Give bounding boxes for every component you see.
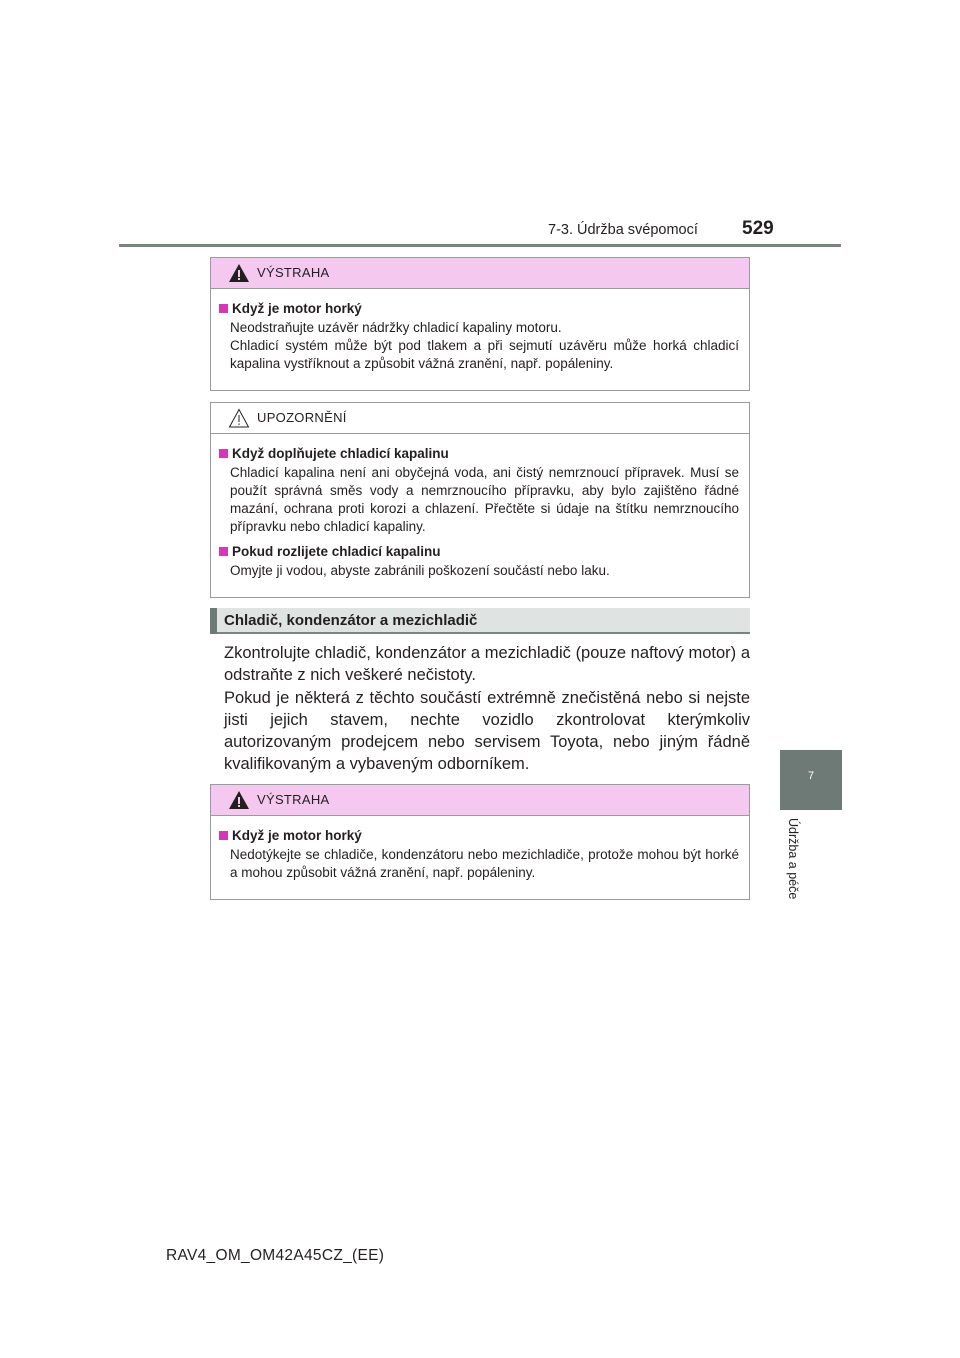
caution-box-header	[211, 403, 749, 434]
bullet-square-icon	[219, 304, 228, 313]
caution-box	[210, 402, 750, 598]
chapter-number: 7	[807, 770, 815, 782]
caution-item-heading: Pokud rozlijete chladicí kapalinu	[219, 544, 739, 559]
bullet-square-icon	[219, 547, 228, 556]
paragraph: Pokud je některá z těchto součástí extrémně znečistěná nebo si nejste jisti jejich stavem, nechte vozidlo zkontrolovat kterýmkoliv autorizovaným prodejcem nebo servisem Toyota, nebo jiným řádně kvalifikovaným a vybaveným odborníkem.	[224, 688, 750, 774]
warning-title: VÝSTRAHA	[257, 265, 330, 280]
header-rule	[119, 244, 841, 247]
section-body	[224, 642, 750, 776]
warning-box-header	[211, 258, 749, 289]
warning-triangle-icon	[228, 790, 250, 810]
section-heading: Chladič, kondenzátor a mezichladič	[224, 612, 478, 629]
caution-title: UPOZORNĚNÍ	[257, 410, 347, 425]
caution-item-text: Omyjte ji vodou, abyste zabránili poškození součástí nebo laku.	[230, 563, 610, 578]
caution-item-heading: Když doplňujete chladicí kapalinu	[219, 446, 739, 461]
warning-item-text: Neodstraňujte uzávěr nádržky chladicí kapaliny motoru. Chladicí systém může být pod tlakem a při sejmutí uzávěru může horká chladicí kapalina vystříknout a způsobit vážná zranění, např. popáleniny.	[230, 320, 739, 371]
warning-box	[210, 257, 750, 391]
section-heading-accent	[210, 608, 217, 634]
bullet-square-icon	[219, 831, 228, 840]
caution-item-text: Chladicí kapalina není ani obyčejná voda, ani čistý nemrznoucí přípravek. Musí se použít správná směs vody a nemrznoucího přípravku, aby bylo zajištěno řádné mazání, ochrana proti korozi a chlazení. Přečtěte si údaje na štítku nemrznoucího přípravku nebo chladicí kapaliny.	[230, 465, 739, 534]
warning-triangle-icon	[228, 263, 250, 283]
warning-box	[210, 784, 750, 900]
bullet-square-icon	[219, 449, 228, 458]
page-number: 529	[742, 218, 774, 239]
chapter-label: Údržba a péče	[786, 818, 800, 900]
warning-item-text: Nedotýkejte se chladiče, kondenzátoru nebo mezichladiče, protože mohou být horké a mohou způsobit vážná zranění, např. popáleniny.	[230, 847, 739, 880]
warning-item-heading: Když je motor horký	[219, 301, 739, 316]
document-code: RAV4_OM_OM42A45CZ_(EE)	[166, 1247, 385, 1264]
warning-item-heading: Když je motor horký	[219, 828, 739, 843]
warning-box-header	[211, 785, 749, 816]
section-title: 7-3. Údržba svépomocí	[548, 222, 698, 238]
warning-title: VÝSTRAHA	[257, 792, 330, 807]
caution-triangle-icon	[228, 408, 250, 428]
paragraph: Zkontrolujte chladič, kondenzátor a mezichladič (pouze naftový motor) a odstraňte z nich veškeré nečistoty.	[224, 644, 750, 685]
